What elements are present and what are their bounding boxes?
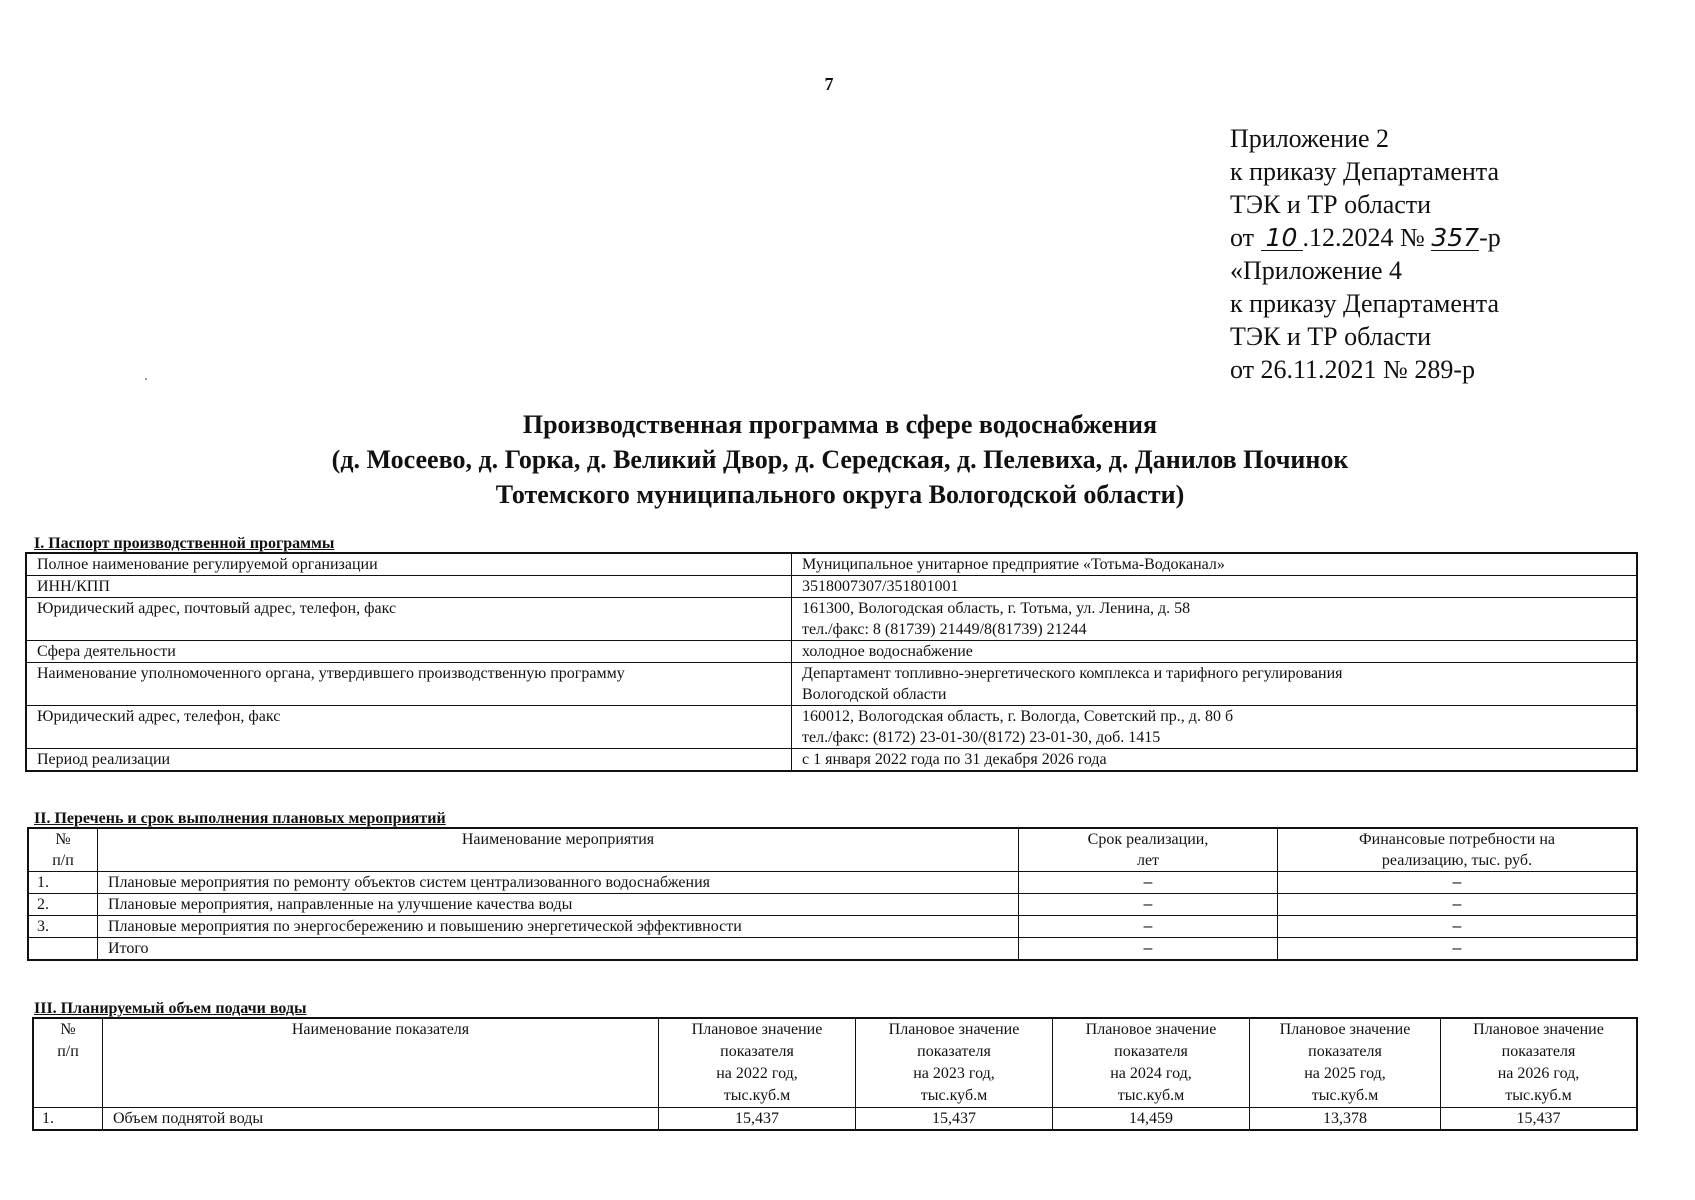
table-row	[33, 1108, 1637, 1131]
header-text: Плановое значение	[1085, 1021, 1217, 1038]
indicator-name: Объем поднятой воды	[103, 1108, 659, 1131]
header-cell	[1250, 1018, 1441, 1108]
value-2024: 14,459	[1053, 1108, 1250, 1131]
header-text: №	[55, 831, 71, 848]
table-row	[26, 706, 1637, 749]
header-text: на 2022 год,	[716, 1065, 798, 1082]
term-value: –	[1019, 872, 1278, 894]
value-2022: 15,437	[659, 1108, 856, 1131]
header-text: п/п	[52, 852, 74, 869]
appendix-order-prefix: от	[1230, 223, 1261, 252]
value-2025: 13,378	[1250, 1108, 1441, 1131]
cell-text: 160012, Вологодская область, г. Вологда, Советский пр., д. 80 б	[802, 708, 1234, 725]
header-text: на 2025 год,	[1304, 1065, 1386, 1082]
header-text: п/п	[57, 1043, 79, 1060]
table-cell	[792, 749, 1638, 772]
finance-value: –	[1278, 894, 1638, 916]
appendix-order-mid: .12.2024 №	[1302, 223, 1432, 252]
table-row	[28, 894, 1637, 916]
header-text: Плановое значение	[1473, 1021, 1604, 1038]
cell-text: Департамент топливно-энергетического комплекса и тарифного регулирования	[802, 665, 1343, 682]
header-text: Плановое значение	[1279, 1021, 1411, 1038]
finance-value: –	[1278, 872, 1638, 894]
header-cell	[856, 1018, 1053, 1108]
header-cell	[33, 1018, 103, 1108]
volume-table	[32, 1017, 1638, 1131]
cell-text: Муниципальное унитарное предприятие «Тотьма-Водоканал»	[802, 556, 1225, 573]
header-text: реализацию, тыс. руб.	[1381, 852, 1533, 869]
header-text: тыс.куб.м	[1117, 1087, 1185, 1104]
header-cell: Наименование мероприятия	[98, 828, 1019, 872]
table-row	[28, 938, 1637, 961]
cell-text: Вологодской области	[802, 686, 947, 703]
row-number: 1.	[33, 1108, 103, 1131]
appendix-line: от 26.11.2021 № 289-р	[1230, 355, 1476, 384]
table-cell: Юридический адрес, почтовый адрес, телефон, факс	[26, 598, 792, 641]
cell-text: тел./факс: 8 (81739) 21449/8(81739) 21244	[802, 621, 1087, 638]
header-text: показателя	[1308, 1043, 1382, 1060]
finance-value: –	[1278, 916, 1638, 938]
scan-artifact	[145, 378, 147, 380]
appendix-line: к приказу Департамента	[1230, 157, 1500, 186]
table-cell: Период реализации	[26, 749, 792, 772]
table-header-row	[28, 828, 1637, 872]
row-number: 3.	[28, 916, 98, 938]
table-cell	[792, 641, 1638, 663]
header-text: показателя	[720, 1043, 794, 1060]
header-text: тыс.куб.м	[723, 1087, 791, 1104]
term-value: –	[1019, 916, 1278, 938]
appendix-line: «Приложение 4	[1230, 256, 1403, 285]
row-number: 2.	[28, 894, 98, 916]
header-text: на 2024 год,	[1110, 1065, 1192, 1082]
title-line: Тотемского муниципального округа Вологодской области)	[495, 480, 1185, 509]
table-cell	[792, 553, 1638, 576]
table-cell: Сфера деятельности	[26, 641, 792, 663]
measure-name: Итого	[98, 938, 1019, 961]
header-text: на 2023 год,	[913, 1065, 995, 1082]
cell-text: тел./факс: (8172) 23-01-30/(8172) 23-01-30, доб. 1415	[802, 729, 1161, 746]
header-text: тыс.куб.м	[1505, 1087, 1572, 1104]
header-text: лет	[1136, 852, 1160, 869]
header-text: Плановое значение	[691, 1021, 823, 1038]
value-2023: 15,437	[856, 1108, 1053, 1131]
appendix-order-suffix: -р	[1479, 223, 1501, 252]
table-cell: Полное наименование регулируемой организации	[26, 553, 792, 576]
section-heading: III. Планируемый объем подачи воды	[34, 1000, 307, 1017]
measure-name: Плановые мероприятия, направленные на улучшение качества воды	[98, 894, 1019, 916]
table-row	[26, 749, 1637, 772]
table-cell	[792, 598, 1638, 641]
appendix-line: ТЭК и ТР области	[1230, 190, 1432, 219]
value-2026: 15,437	[1441, 1108, 1638, 1131]
title-line: (д. Мосеево, д. Горка, д. Великий Двор, д. Середская, д. Пелевиха, д. Данилов Починок	[331, 445, 1349, 474]
table-cell	[792, 576, 1638, 598]
table-cell	[792, 706, 1638, 749]
table-cell: ИНН/КПП	[26, 576, 792, 598]
header-cell	[659, 1018, 856, 1108]
handwritten-number: 357	[1431, 223, 1480, 252]
header-text: Плановое значение	[888, 1021, 1020, 1038]
header-text: тыс.куб.м	[1311, 1087, 1379, 1104]
measure-name: Плановые мероприятия по ремонту объектов систем централизованного водоснабжения	[98, 872, 1019, 894]
header-text: №	[60, 1021, 76, 1038]
finance-value: –	[1278, 938, 1638, 961]
passport-table	[25, 552, 1638, 772]
table-row	[26, 663, 1637, 706]
header-cell: Наименование показателя	[103, 1018, 659, 1108]
header-text: тыс.куб.м	[920, 1087, 988, 1104]
appendix-block	[1230, 122, 1501, 386]
measures-table	[27, 827, 1638, 961]
header-text: Финансовые потребности на	[1359, 831, 1555, 848]
header-text: на 2026 год,	[1497, 1065, 1580, 1082]
table-row	[28, 872, 1637, 894]
header-cell	[1441, 1018, 1638, 1108]
table-header-row	[33, 1018, 1637, 1108]
term-value: –	[1019, 894, 1278, 916]
table-cell	[792, 663, 1638, 706]
cell-text: холодное водоснабжение	[802, 643, 973, 660]
header-text: показателя	[917, 1043, 991, 1060]
header-cell	[1019, 828, 1278, 872]
appendix-line: Приложение 2	[1230, 124, 1390, 153]
table-row	[26, 641, 1637, 663]
header-cell	[1053, 1018, 1250, 1108]
header-cell	[1278, 828, 1638, 872]
appendix-line: ТЭК и ТР области	[1230, 322, 1432, 351]
table-row	[26, 598, 1637, 641]
appendix-order-line	[1230, 221, 1501, 254]
header-text: Срок реализации,	[1087, 831, 1209, 848]
header-text: показателя	[1501, 1043, 1576, 1060]
document-title	[0, 407, 1680, 512]
table-cell: Юридический адрес, телефон, факс	[26, 706, 792, 749]
cell-text: 3518007307/351801001	[802, 578, 959, 595]
header-text: показателя	[1114, 1043, 1188, 1060]
section-heading: I. Паспорт производственной программы	[34, 535, 335, 552]
table-row	[28, 916, 1637, 938]
term-value: –	[1019, 938, 1278, 961]
handwritten-day: 10	[1261, 221, 1303, 254]
table-row	[26, 553, 1637, 576]
title-line: Производственная программа в сфере водоснабжения	[522, 410, 1158, 439]
table-cell: Наименование уполномоченного органа, утвердившего производственную программу	[26, 663, 792, 706]
header-cell	[28, 828, 98, 872]
section-heading: II. Перечень и срок выполнения плановых мероприятий	[34, 810, 446, 827]
row-number	[28, 938, 98, 961]
cell-text: 161300, Вологодская область, г. Тотьма, ул. Ленина, д. 58	[802, 600, 1191, 617]
measure-name: Плановые мероприятия по энергосбережению и повышению энергетической эффективности	[98, 916, 1019, 938]
row-number: 1.	[28, 872, 98, 894]
table-row	[26, 576, 1637, 598]
appendix-line: к приказу Департамента	[1230, 289, 1500, 318]
page-number: 7	[824, 74, 834, 94]
cell-text: с 1 января 2022 года по 31 декабря 2026 года	[802, 751, 1107, 768]
